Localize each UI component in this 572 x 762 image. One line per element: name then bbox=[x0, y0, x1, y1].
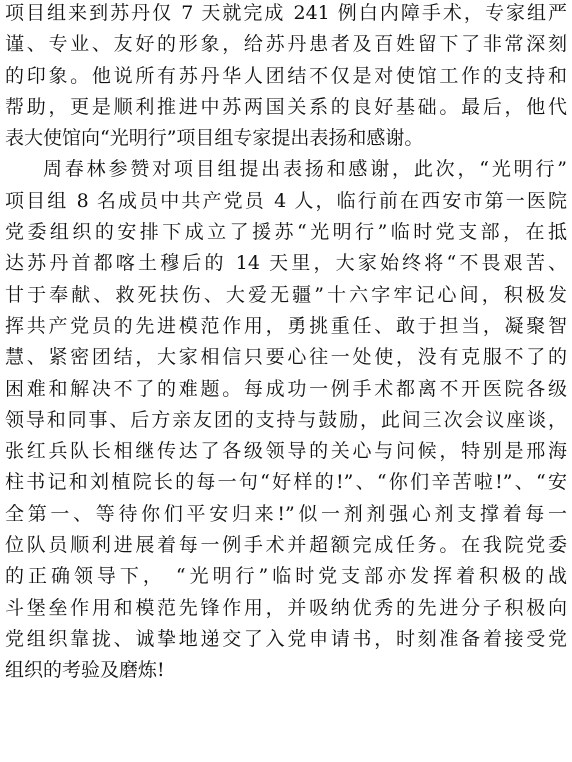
text-line: 的印象。他说所有苏丹华人团结不仅是对使馆工作的支持和 bbox=[5, 64, 567, 87]
text-line: 挥共产党员的先进模范作用，勇挑重任、敢于担当，凝聚智 bbox=[5, 314, 567, 337]
text-line: 周春林参赞对项目组提出表扬和感谢，此次，“光明行” bbox=[43, 158, 567, 181]
text-line: 帮助，更是顺利推进中苏两国关系的良好基础。最后，他代 bbox=[5, 95, 567, 118]
document-body bbox=[5, 0, 567, 687]
text-line: 组织的考验及磨炼! bbox=[5, 659, 165, 682]
text-line: 斗堡垒作用和模范先锋作用，并吸纳优秀的先进分子积极向 bbox=[5, 596, 567, 619]
text-line: 达苏丹首都喀土穆后的 14 天里，大家始终将“不畏艰苦、 bbox=[5, 252, 567, 275]
text-line: 党委组织的安排下成立了援苏“光明行”临时党支部，在抵 bbox=[5, 221, 567, 244]
text-line: 张红兵队长相继传达了各级领导的关心与问候，特别是邢海 bbox=[5, 440, 567, 463]
paragraph bbox=[5, 154, 567, 686]
text-line: 全第一、等待你们平安归来!”似一剂剂强心剂支撑着每一 bbox=[5, 502, 567, 525]
text-line: 党组织靠拢、诚挚地递交了入党申请书，时刻准备着接受党 bbox=[5, 627, 567, 650]
paragraph bbox=[5, 0, 567, 154]
text-line: 慧、紧密团结，大家相信只要心往一处使，没有克服不了的 bbox=[5, 346, 567, 369]
text-line: 柱书记和刘植院长的每一句“好样的!”、“你们辛苦啦!”、“安 bbox=[5, 471, 567, 494]
text-line: 表大使馆向“光明行”项目组专家提出表扬和感谢。 bbox=[5, 127, 424, 150]
text-line: 困难和解决不了的难题。每成功一例手术都离不开医院各级 bbox=[5, 377, 567, 400]
text-line: 领导和同事、后方亲友团的支持与鼓励，此间三次会议座谈， bbox=[5, 408, 567, 431]
text-line: 位队员顺利进展着每一例手术并超额完成任务。在我院党委 bbox=[5, 534, 567, 557]
text-line: 甘于奉献、救死扶伤、大爱无疆”十六字牢记心间，积极发 bbox=[5, 283, 567, 306]
text-line: 的正确领导下， “光明行”临时党支部亦发挥着积极的战 bbox=[5, 565, 567, 588]
text-line: 项目组 8 名成员中共产党员 4 人，临行前在西安市第一医院 bbox=[5, 189, 567, 212]
text-line: 谨、专业、友好的形象，给苏丹患者及百姓留下了非常深刻 bbox=[5, 33, 567, 56]
text-line: 项目组来到苏丹仅 7 天就完成 241 例白内障手术，专家组严 bbox=[5, 2, 567, 24]
